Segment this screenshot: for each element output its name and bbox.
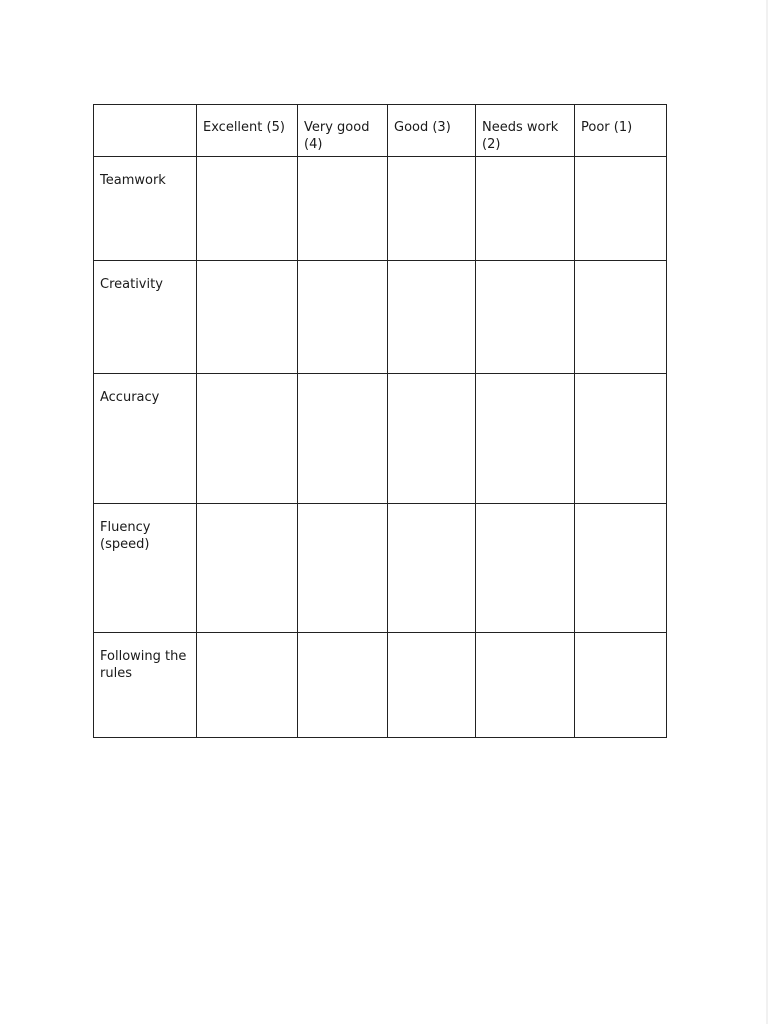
table-row <box>94 504 667 633</box>
table-row <box>94 157 667 261</box>
header-row <box>94 105 667 157</box>
score-cell <box>575 504 667 633</box>
header-excellent: Excellent (5) <box>197 105 298 157</box>
score-cell <box>575 374 667 504</box>
score-cell <box>197 504 298 633</box>
score-cell <box>476 374 575 504</box>
header-poor: Poor (1) <box>575 105 667 157</box>
criterion-following-rules: Following the rules <box>94 633 197 738</box>
score-cell <box>476 633 575 738</box>
table-row <box>94 633 667 738</box>
criterion-teamwork: Teamwork <box>94 157 197 261</box>
score-cell <box>197 633 298 738</box>
score-cell <box>298 374 388 504</box>
criterion-accuracy: Accuracy <box>94 374 197 504</box>
criterion-creativity: Creativity <box>94 261 197 374</box>
score-cell <box>575 261 667 374</box>
score-cell <box>298 157 388 261</box>
score-cell <box>298 633 388 738</box>
score-cell <box>476 157 575 261</box>
score-cell <box>388 374 476 504</box>
score-cell <box>575 633 667 738</box>
score-cell <box>197 261 298 374</box>
header-needs-work: Needs work (2) <box>476 105 575 157</box>
score-cell <box>575 157 667 261</box>
header-very-good: Very good (4) <box>298 105 388 157</box>
score-cell <box>298 261 388 374</box>
header-good: Good (3) <box>388 105 476 157</box>
header-corner-cell <box>94 105 197 157</box>
score-cell <box>388 157 476 261</box>
score-cell <box>197 374 298 504</box>
table-row <box>94 374 667 504</box>
score-cell <box>388 261 476 374</box>
score-cell <box>476 504 575 633</box>
score-cell <box>388 504 476 633</box>
score-cell <box>298 504 388 633</box>
score-cell <box>476 261 575 374</box>
table-row <box>94 261 667 374</box>
score-cell <box>197 157 298 261</box>
rubric-table <box>93 104 667 738</box>
score-cell <box>388 633 476 738</box>
criterion-fluency: Fluency (speed) <box>94 504 197 633</box>
